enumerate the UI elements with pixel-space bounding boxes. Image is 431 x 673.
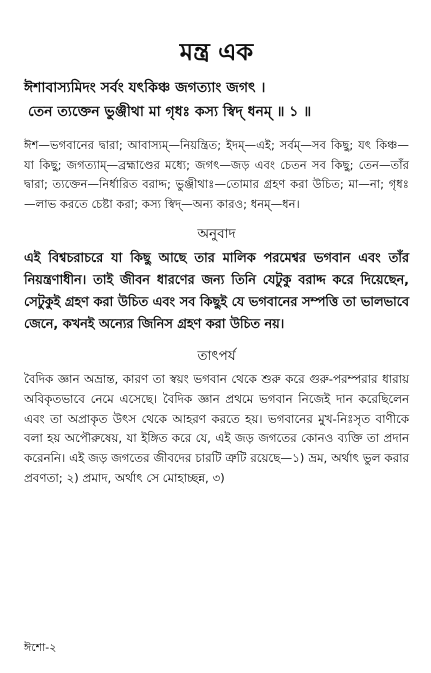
purport-heading: তাৎপর্য (197, 348, 236, 364)
purport-text: বৈদিক জ্ঞান অভ্রান্ত, কারণ তা স্বয়ং ভগবান থেকে শুরু করে গুরু-পরম্পরার ধারায় অবিকৃতভাবে নেমে এসেছে। বৈদিক জ্ঞান প্রথমে ভগবান নিজেই দান করেছিলেন এবং তা অপ্রাকৃত উৎস থেকে আহরণ করতে হয়। ভগবানের মুখ-নিঃসৃত বাণীকে বলা হয় অপৌরুষেয়, যা ইঙ্গিত করে যে, এই জড় জগতের কোনও ব্যক্তি তা প্রদান করেননি। এই জড় জগতের জীবদের চারটি ত্রুটি রয়েছে—১) ভ্রম, অর্থাৎ ভুল করার প্রবণতা; ২) প্রমাদ, অর্থাৎ সে মোহাচ্ছন্ন, ৩) (24, 372, 409, 485)
verse-line-2: তেন ত্যক্তেন ভুঞ্জীথা মা গৃধঃ কস্য স্বিদ্ ধনম্ ॥ ১ ॥ (28, 104, 312, 120)
book-page (0, 34, 431, 673)
word-synonyms: ঈশ—ভগবানের দ্বারা; আবাস্যম্—নিয়ন্ত্রিত; ইদম্—এই; সর্বম্—সব কিছু; যৎ কিঞ্চ—যা কিছু; জগত্যাম্—ব্রহ্মাণ্ডের মধ্যে; জগৎ—জড় এবং চেতন সব কিছু; তেন—তাঁর দ্বারা; ত্যক্তেন—নির্ধারিত বরাদ্দ; ভুঞ্জীথাঃ—তোমার গ্রহণ করা উচিত; মা—না; গৃধঃ—লাভ করতে চেষ্টা করা; কস্য স্বিদ্—অন্য কারও; ধনম্—ধন। (24, 138, 409, 211)
translation-heading: অনুবাদ (197, 226, 236, 242)
page-title: মন্ত্র এক (179, 38, 254, 66)
translation-text: এই বিশ্বচরাচরে যা কিছু আছে তার মালিক পরমেশ্বর ভগবান এবং তাঁর নিয়ন্ত্রণাধীন। তাই জীবন ধারণের জন্য তিনি যেটুকু বরাদ্দ করে দিয়েছেন, সেটুকুই গ্রহণ করা উচিত এবং সব কিছুই যে ভগবানের সম্পত্তি তা ভালভাবে জেনে, কখনই অন্যের জিনিস গ্রহণ করা উচিত নয়। (24, 251, 409, 332)
sanskrit-verse (24, 76, 409, 124)
page-footer-signature: ঈশো-২ (24, 641, 57, 654)
verse-line-1: ঈশাবাস্যমিদং সর্বং যৎকিঞ্চ জগত্যাং জগৎ । (24, 80, 266, 96)
